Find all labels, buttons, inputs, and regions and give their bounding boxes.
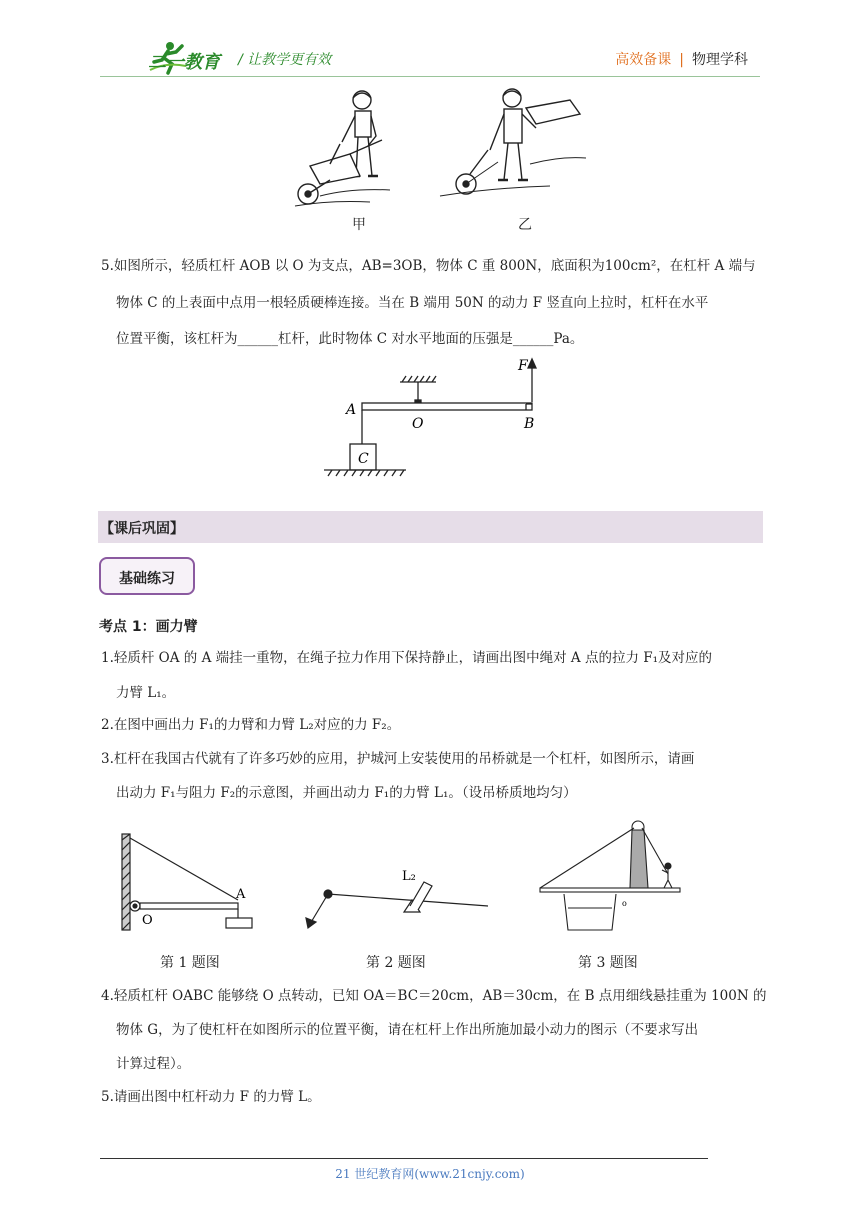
figure-label-right: 乙	[518, 217, 532, 233]
label-B: B	[524, 416, 535, 432]
label-O: O	[412, 416, 424, 432]
q1-line2: 力臂 L₁。	[116, 685, 176, 701]
fig3-caption: 第 3 题图	[578, 955, 638, 971]
wheelbarrow-man-left	[295, 91, 390, 206]
logo-text: 二一教育	[148, 52, 220, 73]
section-title: 【课后巩固】	[100, 521, 184, 537]
header-divider	[100, 76, 760, 77]
footer-divider	[100, 1158, 708, 1159]
fig3-label-o: o	[622, 899, 627, 908]
wheelbarrow-figure	[290, 84, 590, 234]
footer-text: 21 世纪教育网(www.21cnjy.com)	[335, 1167, 525, 1181]
basic-practice-label: 基础练习	[119, 571, 175, 587]
lever-aob-figure	[318, 352, 548, 482]
header-slogan: / 让教学更有效	[238, 52, 332, 68]
header-right	[615, 49, 748, 69]
fig1-lever-wall	[118, 830, 258, 940]
q5-line3: 位置平衡，该杠杆为______杠杆，此时物体 C 对水平地面的压强是______Pa。	[116, 331, 584, 347]
q4-line3: 计算过程）。	[116, 1056, 191, 1072]
q1-line1: 1.轻质杆 OA 的 A 端挂一重物，在绳子拉力作用下保持静止，请画出图中绳对 A 点的拉力 F₁及对应的	[101, 650, 713, 666]
q2-line: 2.在图中画出力 F₁的力臂和力臂 L₂对应的力 F₂。	[101, 717, 401, 733]
fig2-lever	[296, 862, 496, 942]
point1-title: 考点 1：画力臂	[99, 619, 198, 635]
label-F: F	[518, 358, 528, 374]
label-A: A	[346, 402, 357, 418]
q4-line1: 4.轻质杠杆 OABC 能够绕 O 点转动，已知 OA＝BC＝20cm，AB＝30cm，在 B 点用细线悬挂重为 100N 的	[101, 988, 767, 1004]
wheelbarrow-man-right	[440, 89, 586, 196]
q4-line2: 物体 G，为了使杠杆在如图所示的位置平衡，请在杠杆上作出所施加最小动力的图示（不要求写出	[116, 1022, 699, 1038]
fig1-caption: 第 1 题图	[160, 955, 220, 971]
q5-bottom-line: 5.请画出图中杠杆动力 F 的力臂 L。	[101, 1089, 321, 1105]
fig2-caption: 第 2 题图	[366, 955, 426, 971]
label-C: C	[358, 451, 369, 467]
section-bar	[98, 511, 763, 543]
basic-practice-badge	[99, 557, 195, 595]
q5-line2: 物体 C 的上表面中点用一根轻质硬棒连接。当在 B 端用 50N 的动力 F 竖直向上拉时，杠杆在水平	[116, 295, 709, 311]
fig1-label-O: O	[142, 913, 153, 928]
q3-line2: 出动力 F₁与阻力 F₂的示意图，并画出动力 F₁的力臂 L₁。（设吊桥质地均匀）	[116, 785, 577, 801]
q3-line1: 3.杠杆在我国古代就有了许多巧妙的应用，护城河上安装使用的吊桥就是一个杠杆，如图所示，请画	[101, 751, 695, 767]
header-label: 高效备课	[615, 52, 672, 68]
fig2-label-L2: L₂	[402, 869, 416, 884]
header-subject: 物理学科	[692, 52, 748, 68]
q5-line1: 5.如图所示，轻质杠杆 AOB 以 O 为支点，AB=3OB，物体 C 重 800N，底面积为100cm²，在杠杆 A 端与	[101, 258, 756, 274]
header-separator: |	[679, 52, 684, 68]
figure-label-left: 甲	[352, 217, 366, 233]
fig1-label-A: A	[236, 887, 246, 902]
fig3-drawbridge	[534, 818, 704, 933]
